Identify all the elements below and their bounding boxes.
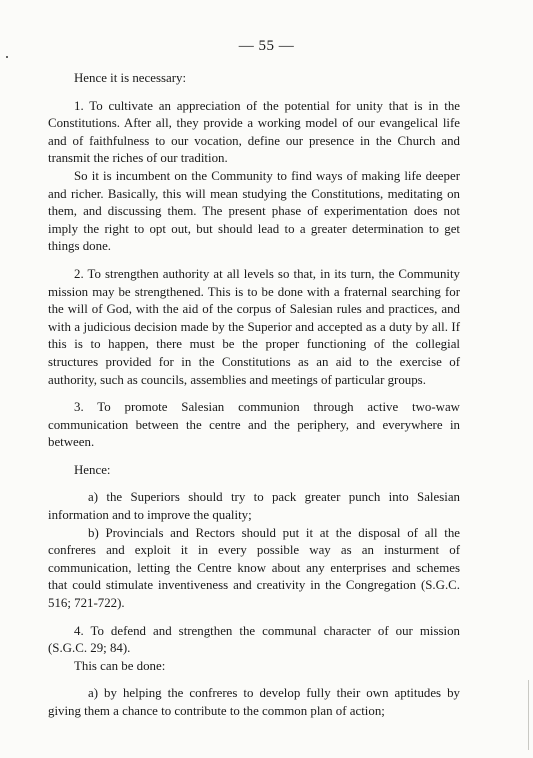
paragraph-this-can-be-done: This can be done: xyxy=(74,658,166,673)
paragraph-point-1-continued: So it is incumbent on the Community to find ways of making life deeper and richer. Basically, this will mean studying the Constitutions, meditating on them, and discussing them. The present phase of experimentation does not imply the right to opt out, but should lead to a greater determination to get things done. xyxy=(48,168,460,254)
paragraph-point-4: 4. To defend and strengthen the communal character of our mission (S.G.C. 29; 84). xyxy=(48,623,460,656)
paragraph-item-b: b) Provincials and Rectors should put it at the disposal of all the confreres and exploit it in every possible way as an insturment of communication, letting the Centre know about any enterprises and schemes that could stimulate inventiveness and creativity in the Congregation (S.G.C. 516; 721-722). xyxy=(48,525,460,611)
paragraph-point-2: 2. To strengthen authority at all levels so that, in its turn, the Community mission may be strengthened. This is to be done with a fraternal searching for the will of God, with the aid of the corpus of Salesian rules and practices, and with a judicious decision made by the Superior and accepted as a duty by all. If this is to happen, there must be the proper functioning of the collegial structures provided for in the Constitutions as an aid to the exercise of authority, such as councils, assemblies and meetings of particular groups. xyxy=(48,266,460,387)
paragraph-intro: Hence it is necessary: xyxy=(74,71,187,85)
paragraph-point-3: 3. To promote Salesian communion through active two-waw communication between the centre and the periphery, and everywhere in between. xyxy=(48,400,460,450)
page-number: — 55 — xyxy=(238,38,295,54)
paragraph-point-1: 1. To cultivate an appreciation of the potential for unity that is in the Constitutions. After all, they provide a working model of our evangelical life and of faithfulness to our vocation, define our presence in the Church and transmit the riches of our tradition. xyxy=(48,98,460,166)
paragraph-hence: Hence: xyxy=(74,462,111,477)
scan-speck xyxy=(6,56,8,58)
paragraph-item-a: a) the Superiors should try to pack greater punch into Salesian information and to improve the quality; xyxy=(48,490,460,523)
body-text xyxy=(48,70,460,721)
paragraph-item-a-2: a) by helping the confreres to develop fully their own aptitudes by giving them a chance to contribute to the common plan of action; xyxy=(48,686,460,718)
scan-edge-line xyxy=(528,680,529,750)
